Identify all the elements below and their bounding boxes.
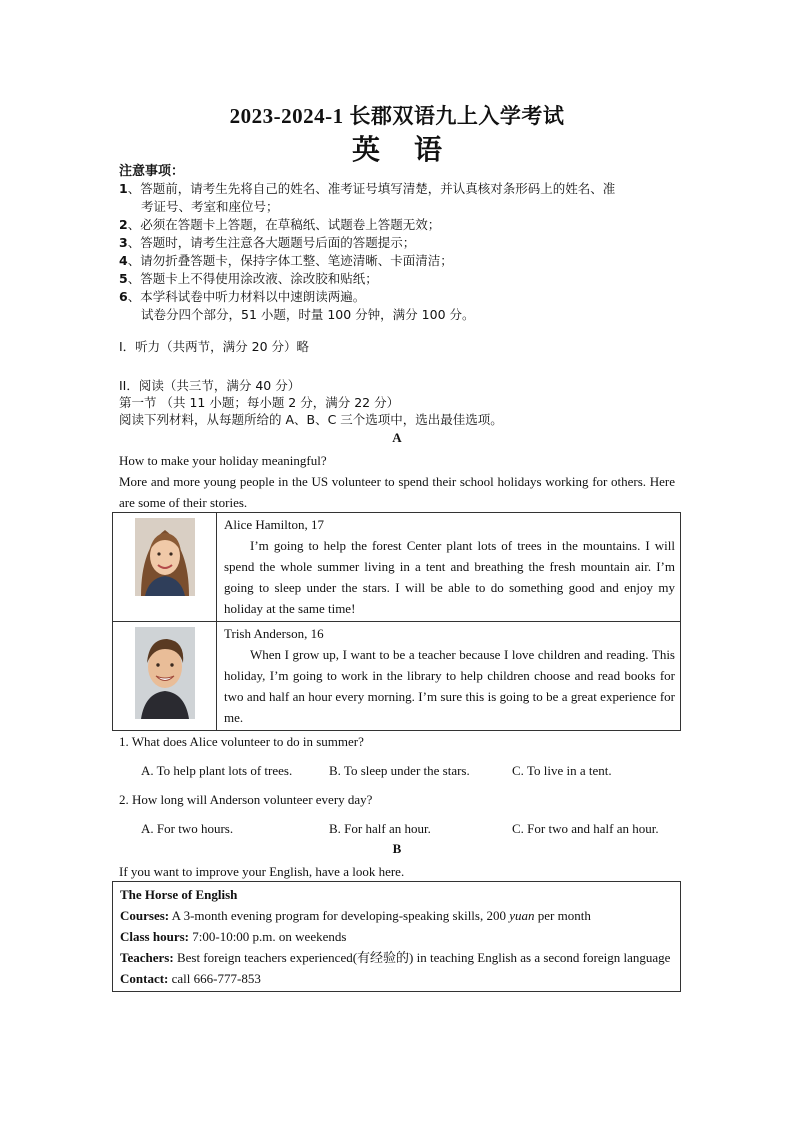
- courses-unit: yuan: [509, 908, 535, 923]
- alice-story-cell: [217, 513, 681, 622]
- option-c: C. To live in a tent.: [512, 763, 612, 778]
- notice-item-continuation: 考证号、考室和座位号；: [141, 199, 279, 214]
- courses-text: A 3-month evening program for developing-speaking skills, 200: [169, 908, 510, 923]
- notice-item: [119, 180, 679, 198]
- contact-text: call 666-777-853: [168, 971, 261, 986]
- person-name: Trish Anderson, 16: [224, 626, 324, 641]
- notice-item-text: 、答题时，请考生注意各大题题号后面的答题提示；: [127, 235, 416, 250]
- reading-section-heading: II．阅读（共三节，满分 40 分）: [119, 378, 301, 393]
- courses-label: Courses:: [120, 908, 170, 923]
- ad-contact-row: [113, 968, 680, 989]
- contact-label: Contact:: [120, 971, 169, 986]
- ad-title: The Horse of English: [120, 887, 238, 902]
- notice-item-text: 、本学科试卷中听力材料以中速朗读两遍。: [127, 289, 366, 304]
- part-one-heading: 第一节 （共 11 小题；每小题 2 分，满分 22 分）: [119, 395, 400, 410]
- option-b: B. To sleep under the stars.: [329, 763, 470, 778]
- notice-section: [119, 163, 679, 324]
- notice-item: [119, 252, 679, 270]
- hours-text: 7:00-10:00 p.m. on weekends: [189, 929, 347, 944]
- exam-summary: 试卷分四个部分，51 小题，时量 100 分钟，满分 100 分。: [141, 307, 475, 322]
- trish-story-cell: [217, 622, 681, 731]
- option-a: A. To help plant lots of trees.: [141, 763, 293, 778]
- option-b: B. For half an hour.: [329, 821, 431, 836]
- notice-item-number: 6: [119, 289, 128, 304]
- ad-courses-row: [113, 905, 680, 926]
- passage-a-label: A: [392, 430, 402, 445]
- passage-a-intro: More and more young people in the US volunteer to spend their school holidays working for others. Here are some of their stories.: [119, 474, 675, 510]
- notice-heading: 注意事项：: [119, 164, 185, 179]
- option-a: A. For two hours.: [141, 821, 234, 836]
- listening-section-heading: I．听力（共两节，满分 20 分）略: [119, 339, 310, 354]
- notice-item: [119, 234, 679, 252]
- notice-item-text: 、必须在答题卡上答题，在草稿纸、试题卷上答题无效；: [127, 217, 441, 232]
- subject-title: 英语: [351, 135, 476, 166]
- course-ad-box: [112, 881, 681, 992]
- notice-item-number: 2: [119, 217, 128, 232]
- notice-item-number: 4: [119, 253, 128, 268]
- exam-title: 2023-2024-1 长郡双语九上入学考试: [229, 104, 565, 128]
- person-story: When I grow up, I want to be a teacher because I love children and reading. This holiday, I’m going to work in the library to help children choose and read books for two and half an hour every morning. I’m sure this is going to be a great experience for me.: [224, 647, 675, 725]
- teachers-text: Best foreign teachers experienced(有经验的) in teaching English as a second foreign language: [173, 950, 671, 965]
- ad-hours-row: [113, 926, 680, 947]
- question-1: 1. What does Alice volunteer to do in summer?: [119, 734, 364, 749]
- notice-item-text: 、答题前，请考生先将自己的姓名、准考证号填写清楚，并认真核对条形码上的姓名、准: [127, 181, 616, 196]
- notice-item-number: 1: [119, 181, 128, 196]
- option-c: C. For two and half an hour.: [512, 821, 659, 836]
- person-name: Alice Hamilton, 17: [224, 517, 325, 532]
- passage-a-title: How to make your holiday meaningful?: [119, 453, 327, 468]
- person-story: I’m going to help the forest Center plant lots of trees in the mountains. I will spend the whole summer living in a tent and breathing the fresh mountain air. I’m going to sleep under the stars. I will be able to do something good and enjoy my holiday at the same time!: [224, 538, 675, 616]
- trish-photo: [135, 627, 195, 719]
- reading-instruction: 阅读下列材料，从每题所给的 A、B、C 三个选项中，选出最佳选项。: [119, 412, 503, 427]
- table-row: [113, 622, 681, 731]
- teachers-label: Teachers:: [120, 950, 174, 965]
- notice-item: [119, 288, 679, 306]
- notice-item-text: 、请勿折叠答题卡，保持字体工整、笔迹清晰、卡面清洁；: [127, 253, 453, 268]
- notice-item: [119, 270, 679, 288]
- alice-photo: [135, 518, 195, 596]
- hours-label: Class hours:: [120, 929, 189, 944]
- courses-text-end: per month: [534, 908, 591, 923]
- passage-b-intro: If you want to improve your English, have a look here.: [119, 864, 405, 879]
- passage-b-label: B: [392, 841, 402, 856]
- notice-item-number: 3: [119, 235, 128, 250]
- notice-item-number: 5: [119, 271, 128, 286]
- ad-teachers-row: [113, 947, 680, 968]
- volunteer-table: [112, 512, 681, 731]
- question-2: 2. How long will Anderson volunteer every day?: [119, 792, 373, 807]
- notice-item-text: 、答题卡上不得使用涂改液、涂改胶和贴纸；: [127, 271, 378, 286]
- photo-cell: [113, 622, 217, 731]
- photo-cell: [113, 513, 217, 622]
- ad-title-row: [113, 884, 680, 905]
- notice-item: [119, 216, 679, 234]
- table-row: [113, 513, 681, 622]
